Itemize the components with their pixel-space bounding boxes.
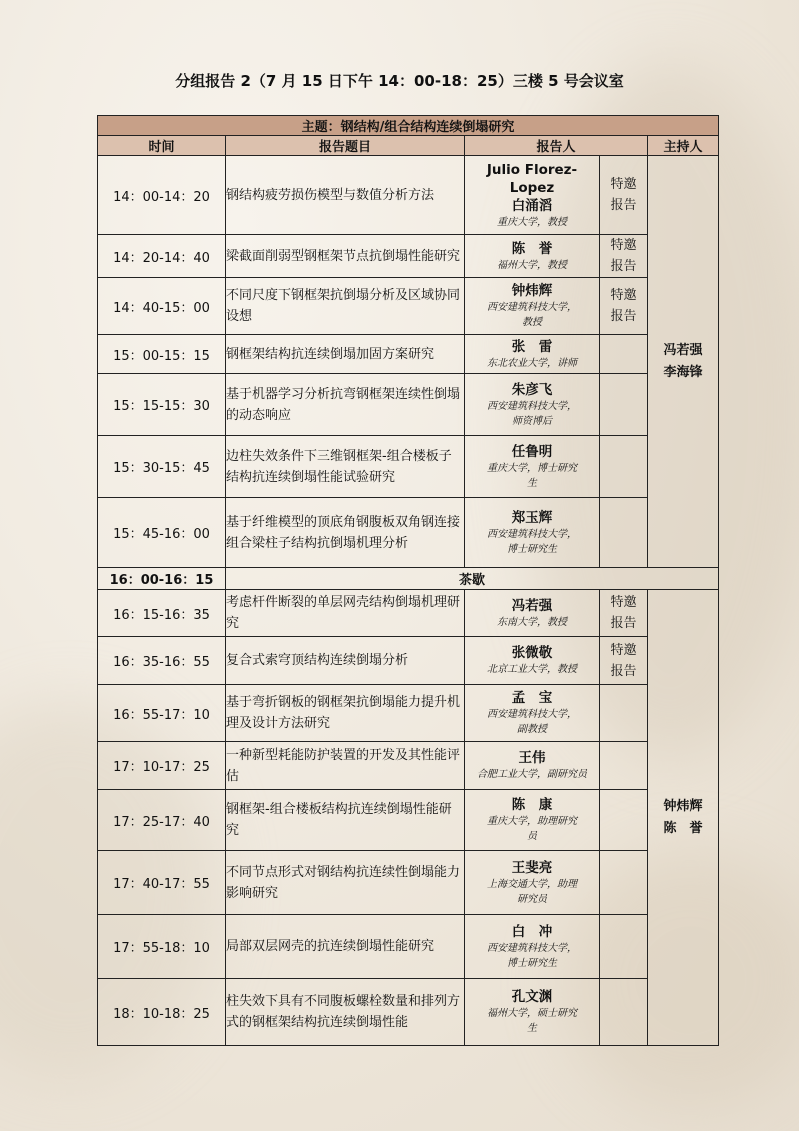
session-time: 14：40-15：00 <box>98 278 226 335</box>
invited-tag: 特邀 报告 <box>600 235 648 278</box>
speaker-name: 任鲁明 <box>511 443 553 460</box>
speaker-name: 陈 誉 <box>511 240 553 257</box>
speaker-name: 钟炜辉 <box>511 283 553 299</box>
table-row <box>98 374 719 436</box>
invited-tag: 特邀 报告 <box>600 590 648 637</box>
session-time: 17：55-18：10 <box>98 915 226 979</box>
table-row <box>98 590 719 637</box>
speaker-affiliation: 福州大学，教授 <box>497 259 567 271</box>
session-time: 16：15-16：35 <box>98 590 226 637</box>
speaker-affiliation: 重庆大学，博士研究 生 <box>487 462 577 489</box>
speaker-affiliation: 西安建筑科技大学， 教授 <box>487 302 577 328</box>
report-topic: 局部双层网壳的抗连续倒塌性能研究 <box>226 915 465 979</box>
speaker-affiliation: 西安建筑科技大学， 博士研究生 <box>487 942 577 969</box>
speaker-cell <box>465 278 600 335</box>
invited-tag: 特邀 报告 <box>600 278 648 335</box>
page-title: 分组报告 2（7 月 15 日下午 14：00-18：25）三楼 5 号会议室 <box>175 72 624 90</box>
session-time: 14：00-14：20 <box>98 156 226 235</box>
header-speaker: 报告人 <box>465 136 648 156</box>
table-row <box>98 436 719 498</box>
speaker-name: 王斐亮 <box>511 859 553 876</box>
invited-tag <box>600 790 648 851</box>
speaker-name: 王伟 <box>518 750 546 766</box>
table-row <box>98 498 719 568</box>
break-time: 16：00-16：15 <box>98 568 226 590</box>
report-topic: 钢框架结构抗连续倒塌加固方案研究 <box>226 335 465 374</box>
speaker-cell <box>465 685 600 742</box>
host-cell: 钟炜辉 陈 誉 <box>648 590 719 1046</box>
speaker-cell <box>465 979 600 1046</box>
break-row <box>98 568 719 590</box>
session-time: 15：45-16：00 <box>98 498 226 568</box>
invited-tag: 特邀 报告 <box>600 637 648 685</box>
speaker-name: 白 冲 <box>511 923 553 940</box>
table-row <box>98 156 719 235</box>
session-time: 17：40-17：55 <box>98 851 226 915</box>
table-row <box>98 335 719 374</box>
speaker-cell <box>465 156 600 235</box>
invited-tag <box>600 335 648 374</box>
speaker-cell <box>465 637 600 685</box>
speaker-cell <box>465 851 600 915</box>
session-time: 15：00-15：15 <box>98 335 226 374</box>
speaker-affiliation: 西安建筑科技大学， 博士研究生 <box>487 528 577 555</box>
report-topic: 基于机器学习分析抗弯钢框架连续性倒塌的动态响应 <box>226 374 465 436</box>
speaker-name: 孔文渊 <box>511 989 553 1005</box>
speaker-affiliation: 福州大学，硕士研究 生 <box>487 1008 577 1034</box>
speaker-name: 张微敬 <box>511 645 553 661</box>
invited-tag <box>600 374 648 436</box>
speaker-affiliation: 西安建筑科技大学， 师资博后 <box>487 400 577 427</box>
header-topic: 报告题目 <box>226 136 465 156</box>
speaker-cell <box>465 335 600 374</box>
table-row <box>98 637 719 685</box>
speaker-name: 冯若强 <box>511 597 553 614</box>
report-topic: 一种新型耗能防护装置的开发及其性能评估 <box>226 742 465 790</box>
table-row <box>98 278 719 335</box>
speaker-affiliation: 重庆大学，助理研究 员 <box>487 816 577 842</box>
speaker-affiliation: 北京工业大学，教授 <box>487 664 577 675</box>
report-topic: 复合式索穹顶结构连续倒塌分析 <box>226 637 465 685</box>
table-row <box>98 790 719 851</box>
report-topic: 不同节点形式对钢结构抗连续性倒塌能力影响研究 <box>226 851 465 915</box>
session-time: 16：55-17：10 <box>98 685 226 742</box>
session-time: 14：20-14：40 <box>98 235 226 278</box>
speaker-name: 郑玉辉 <box>511 509 553 526</box>
speaker-cell <box>465 790 600 851</box>
speaker-cell <box>465 235 600 278</box>
host-cell: 冯若强 李海锋 <box>648 156 719 568</box>
session-time: 18：10-18：25 <box>98 979 226 1046</box>
session-time: 17：25-17：40 <box>98 790 226 851</box>
invited-tag <box>600 436 648 498</box>
table-row <box>98 979 719 1046</box>
session-time: 17：10-17：25 <box>98 742 226 790</box>
invited-tag <box>600 742 648 790</box>
report-topic: 柱失效下具有不同腹板螺栓数量和排列方式的钢框架结构抗连续倒塌性能 <box>226 979 465 1046</box>
break-label: 茶歇 <box>226 568 719 590</box>
schedule-table <box>97 115 719 1046</box>
speaker-affiliation: 西安建筑科技大学， 副教授 <box>487 709 577 735</box>
report-topic: 基于弯折钢板的钢框架抗倒塌能力提升机理及设计方法研究 <box>226 685 465 742</box>
report-topic: 不同尺度下钢框架抗倒塌分析及区域协同设想 <box>226 278 465 335</box>
invited-tag <box>600 851 648 915</box>
header-time: 时间 <box>98 136 226 156</box>
theme-header: 主题：钢结构/组合结构连续倒塌研究 <box>98 116 719 136</box>
session-time: 15：30-15：45 <box>98 436 226 498</box>
table-row <box>98 851 719 915</box>
report-topic: 考虑杆件断裂的单层网壳结构倒塌机理研究 <box>226 590 465 637</box>
speaker-cell <box>465 436 600 498</box>
invited-tag <box>600 979 648 1046</box>
speaker-cell <box>465 590 600 637</box>
invited-tag <box>600 685 648 742</box>
table-row <box>98 235 719 278</box>
report-topic: 钢结构疲劳损伤模型与数值分析方法 <box>226 156 465 235</box>
session-time: 16：35-16：55 <box>98 637 226 685</box>
invited-tag <box>600 915 648 979</box>
speaker-cell <box>465 915 600 979</box>
speaker-affiliation: 合肥工业大学，副研究员 <box>477 769 587 780</box>
speaker-affiliation: 东南大学，教授 <box>497 616 567 628</box>
report-topic: 基于纤维模型的顶底角钢腹板双角钢连接组合梁柱子结构抗倒塌机理分析 <box>226 498 465 568</box>
invited-tag: 特邀 报告 <box>600 156 648 235</box>
invited-tag <box>600 498 648 568</box>
speaker-name: 朱彦飞 <box>511 381 553 398</box>
speaker-affiliation: 东北农业大学，讲师 <box>487 357 577 369</box>
speaker-name: 张 雷 <box>511 338 553 355</box>
header-host: 主持人 <box>648 136 719 156</box>
report-topic: 钢框架-组合楼板结构抗连续倒塌性能研究 <box>226 790 465 851</box>
speaker-cell <box>465 374 600 436</box>
speaker-cell <box>465 742 600 790</box>
speaker-affiliation: 重庆大学，教授 <box>497 216 567 228</box>
table-row <box>98 915 719 979</box>
table-row <box>98 685 719 742</box>
report-topic: 梁截面削弱型钢框架节点抗倒塌性能研究 <box>226 235 465 278</box>
table-row <box>98 742 719 790</box>
speaker-name: Julio Florez-Lopez 白涌滔 <box>486 161 578 214</box>
speaker-name: 陈 康 <box>511 797 553 813</box>
session-time: 15：15-15：30 <box>98 374 226 436</box>
speaker-affiliation: 上海交通大学，助理 研究员 <box>487 878 577 905</box>
speaker-name: 孟 宝 <box>511 690 553 706</box>
speaker-cell <box>465 498 600 568</box>
report-topic: 边柱失效条件下三维钢框架-组合楼板子结构抗连续倒塌性能试验研究 <box>226 436 465 498</box>
